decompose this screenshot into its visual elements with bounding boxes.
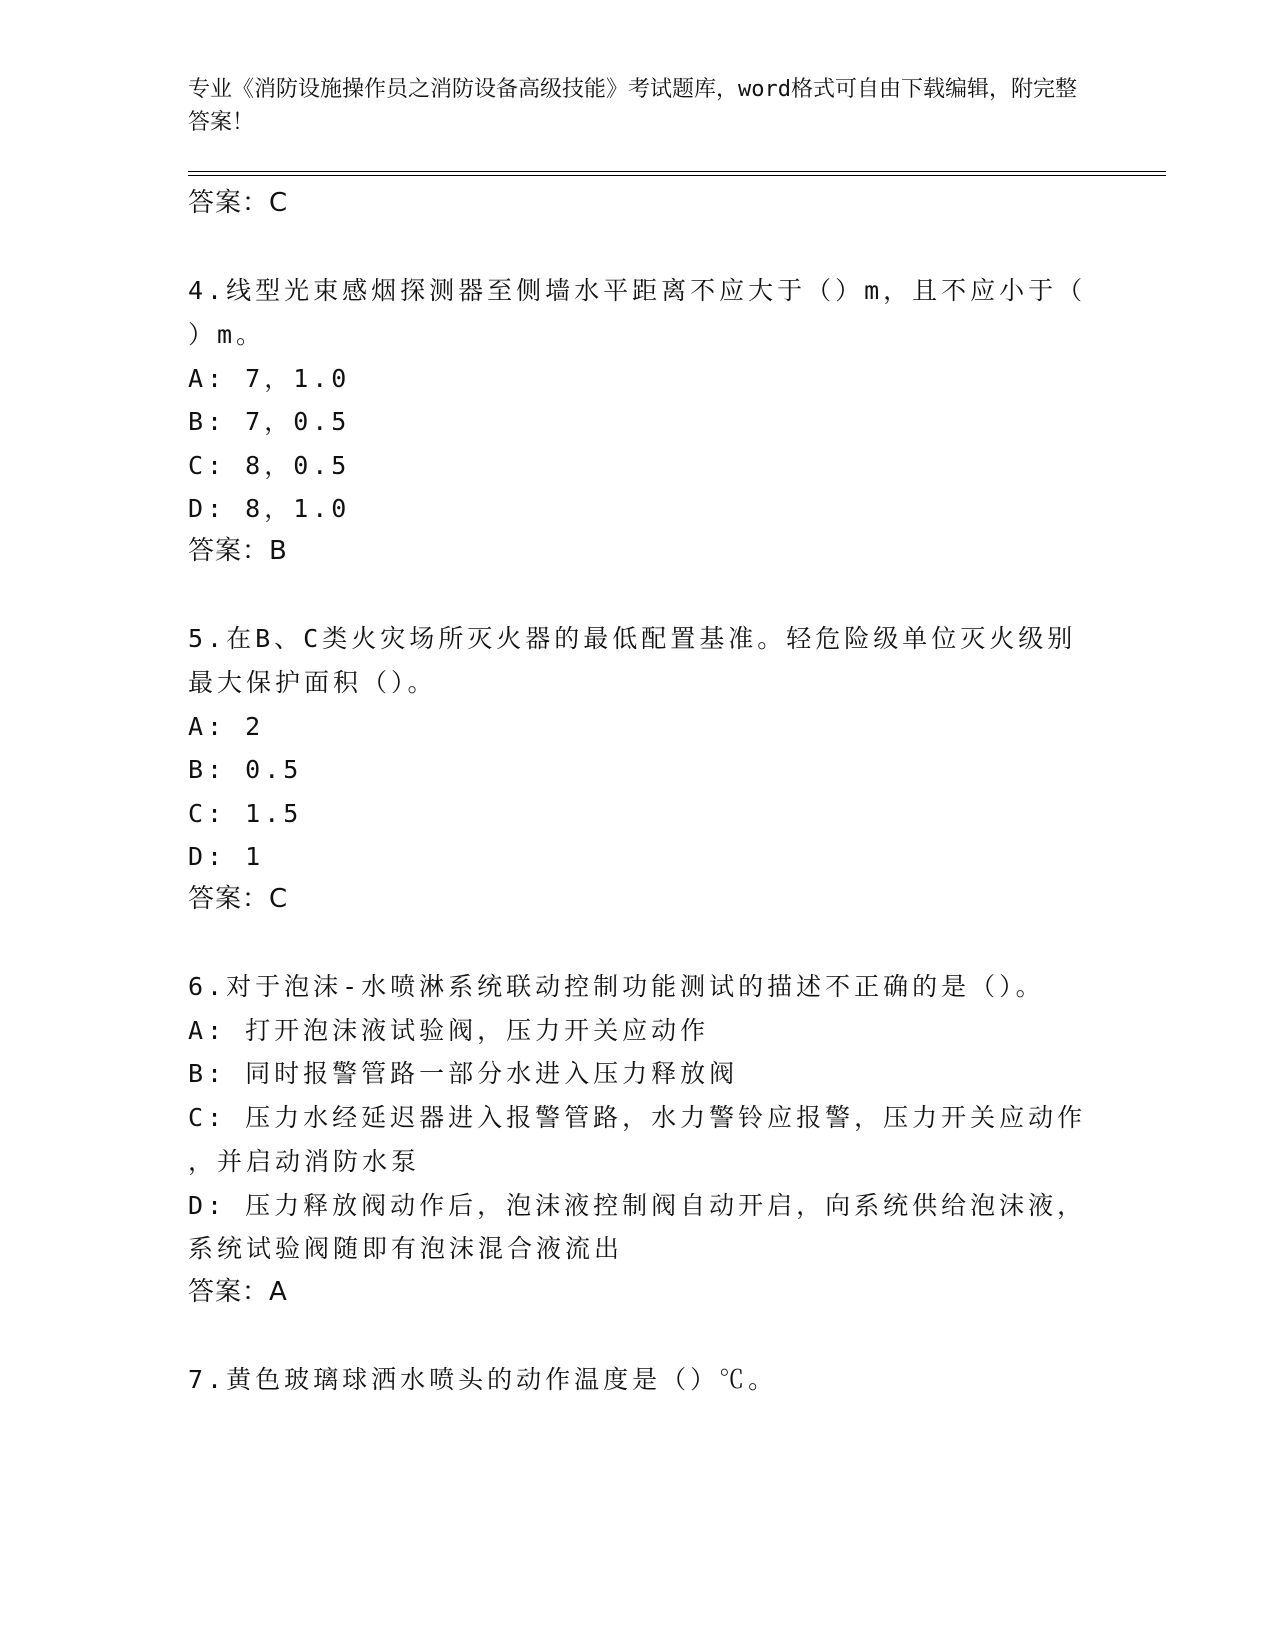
question-6-option-a: A: 打开泡沫液试验阀，压力开关应动作: [188, 1016, 710, 1045]
question-5-option-d: D: 1: [188, 842, 265, 871]
question-6-answer: 答案：A: [188, 1277, 288, 1307]
question-6-option-d-continued: 系统试验阀随即有泡沫混合液流出: [188, 1234, 624, 1263]
previous-answer: 答案：C: [188, 188, 289, 218]
question-4-stem-line-1: 4.线型光束感烟探测器至侧墙水平距离不应大于（）m，且不应小于（: [188, 276, 1087, 305]
header-rule-bottom: [188, 175, 1166, 176]
question-6-stem-line-1: 6.对于泡沫-水喷淋系统联动控制功能测试的描述不正确的是（）。: [188, 972, 1045, 1001]
question-5-option-a: A: 2: [188, 712, 265, 741]
question-5-option-c: C: 1.5: [188, 799, 303, 828]
question-4-stem-line-2: ）m。: [188, 320, 266, 349]
question-6-option-b: B: 同时报警管路一部分水进入压力释放阀: [188, 1059, 739, 1088]
question-6-option-d: D: 压力释放阀动作后，泡沫液控制阀自动开启，向系统供给泡沫液，: [188, 1191, 1087, 1220]
question-6-option-c: C: 压力水经延迟器进入报警管路，水力警铃应报警，压力开关应动作: [188, 1103, 1087, 1132]
question-4-option-d: D: 8，1.0: [188, 494, 351, 523]
question-4-option-a: A: 7，1.0: [188, 364, 351, 393]
question-4-answer: 答案：B: [188, 536, 288, 566]
question-5-answer: 答案：C: [188, 884, 289, 914]
question-7-stem-line-1: 7.黄色玻璃球洒水喷头的动作温度是（）℃。: [188, 1365, 778, 1394]
question-5-stem-line-2: 最大保护面积（）。: [188, 668, 437, 697]
question-6-option-c-continued: ，并启动消防水泵: [188, 1147, 421, 1176]
question-4-option-c: C: 8，0.5: [188, 451, 351, 480]
document-header: 专业《消防设施操作员之消防设备高级技能》考试题库，word格式可自由下载编辑，附完整答案！: [188, 77, 1077, 135]
question-5-option-b: B: 0.5: [188, 755, 303, 784]
header-rule-top: [188, 171, 1166, 172]
question-5-stem-line-1: 5.在B、C类火灾场所灭火器的最低配置基准。轻危险级单位灭火级别: [188, 624, 1077, 653]
question-4-option-b: B: 7，0.5: [188, 407, 351, 436]
